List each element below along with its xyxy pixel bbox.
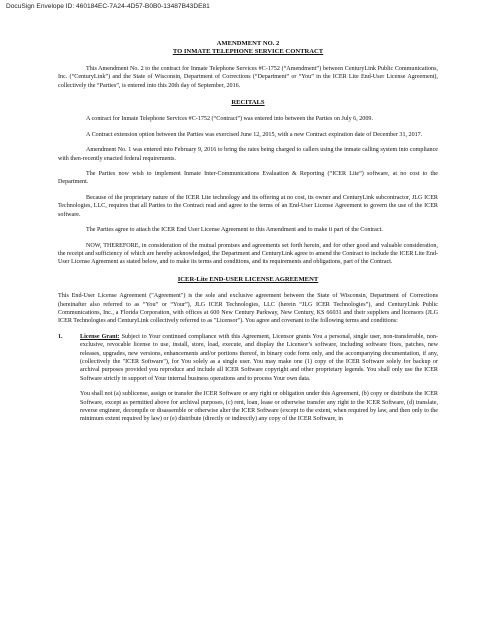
intro-paragraph: This Amendment No. 2 to the contract for Inmate Telephone Services #C-1752 (“Amendment”) between CenturyLink Public Communications, Inc. (“CenturyLink”) and the State of Wisconsin, Department of Corrections (“Department” or “You” in the ICER Lite End-User License Agreement), collectively the “Parties”, is entered into this 20th day of September, 2016. xyxy=(58,65,438,89)
item-number: 1. xyxy=(58,333,63,340)
amendment-title: AMENDMENT NO. 2 xyxy=(216,40,280,47)
recital-paragraph: NOW, THEREFORE, in consideration of the mutual promises and agreements set forth herein, and for other good and valuable consideration, the receipt and sufficiency of which are hereby acknowledged, the Department and CenturyLink agree to amend the Contract to include the ICER Lite End-User License Agreement as stated below, and to make its terms and conditions, and its requirements and obligations, part of the Contract. xyxy=(58,242,438,266)
license-grant-paragraph xyxy=(80,333,438,383)
document-page xyxy=(58,40,438,431)
recital-paragraph: Because of the proprietary nature of the ICER Lite technology and its offering at no cost, its owner and CenturyLink subcontractor, JLG ICER Technologies, LLC, requires that all Parties to the Contract read and agree to the terms of an End-User License Agreement to govern the use of the ICER software. xyxy=(58,194,438,218)
amendment-subtitle: TO INMATE TELEPHONE SERVICE CONTRACT xyxy=(172,48,324,56)
item-body xyxy=(80,333,438,431)
docusign-envelope-id: DocuSign Envelope ID: 460184EC-7A24-4D57-B0B0-13487B43DE81 xyxy=(6,3,210,10)
license-grant-item xyxy=(58,333,438,431)
eula-heading: ICER-Lite END-USER LICENSE AGREEMENT xyxy=(177,275,319,283)
eula-intro-paragraph: This End-User License Agreement ("Agreement") is the sole and exclusive agreement between the State of Wisconsin, Department of Corrections (hereinafter also referred to as “You” or “Your”), JLG ICER Technologies, LLC (herein “JLG ICER Technologies”), and CenturyLink Public Communications, Inc., a Florida Corporation, with offices at 600 New Century Parkway, New Century, KS 66031 and their suppliers and licensors (JLG ICER Technologies and CenturyLink collectively referred to as "Licensor"). You agree and covenant to the following terms and conditions: xyxy=(58,293,438,325)
license-restrictions-paragraph: You shall not (a) sublicense, assign or transfer the ICER Software or any right or obligation under this Agreement, (b) copy or distribute the ICER Software, except as permitted above for archival purposes, (c) rent, loan, lease or otherwise transfer any right to the ICER Software, (d) translate, reverse engineer, decompile or disassemble or otherwise alter the ICER Software (except to the extent, when required by law, and then only to the minimum extent required by law) or (e) distribute (directly or indirectly) any copy of the ICER Software, in xyxy=(80,391,438,423)
recital-paragraph: A contract for Inmate Telephone Services #C-1752 (“Contract”) was entered into between the Parties on July 6, 2009. xyxy=(86,116,373,123)
recital-paragraph: A Contract extension option between the Parties was exercised June 12, 2015, with a new Contract expiration date of December 31, 2017. xyxy=(86,131,423,138)
recital-paragraph: The Parties agree to attach the ICER End User License Agreement to this Amendment and to make it part of the Contract. xyxy=(86,227,383,234)
license-grant-text: Subject to Your continued compliance with this Agreement, Licensor grants You a personal, single user, non-transferable, non-exclusive, revocable license to use, install, store, load, execute, and display the Licensor’s software, including software fixes, patches, new releases, upgrades, new versions, enhancements and/or portions thereof, in binary code form only, and the accompanying documentation, if any, (collectively the "ICER Software"), for You solely as a single user. You may make one (1) copy of the ICER Software solely for backup or archival purposes provided you reproduce and include all ICER Software copyright and other proprietary legends. You shall only use the ICER Software strictly in support of Your internal business operations and to process Your own data. xyxy=(80,333,438,382)
recitals-heading: RECITALS xyxy=(231,99,265,107)
license-grant-term: License Grant: xyxy=(80,333,120,340)
recital-paragraph: The Parties now wish to implement Inmate Inter-Communications Evaluation & Reporting (“ICER Lite”) software, at no cost to the Department. xyxy=(58,171,438,186)
recital-paragraph: Amendment No. 1 was entered into February 9, 2016 to bring the rates being charged to callers using the inmate calling system into compliance with then-recently enacted federal requirements. xyxy=(58,147,438,162)
